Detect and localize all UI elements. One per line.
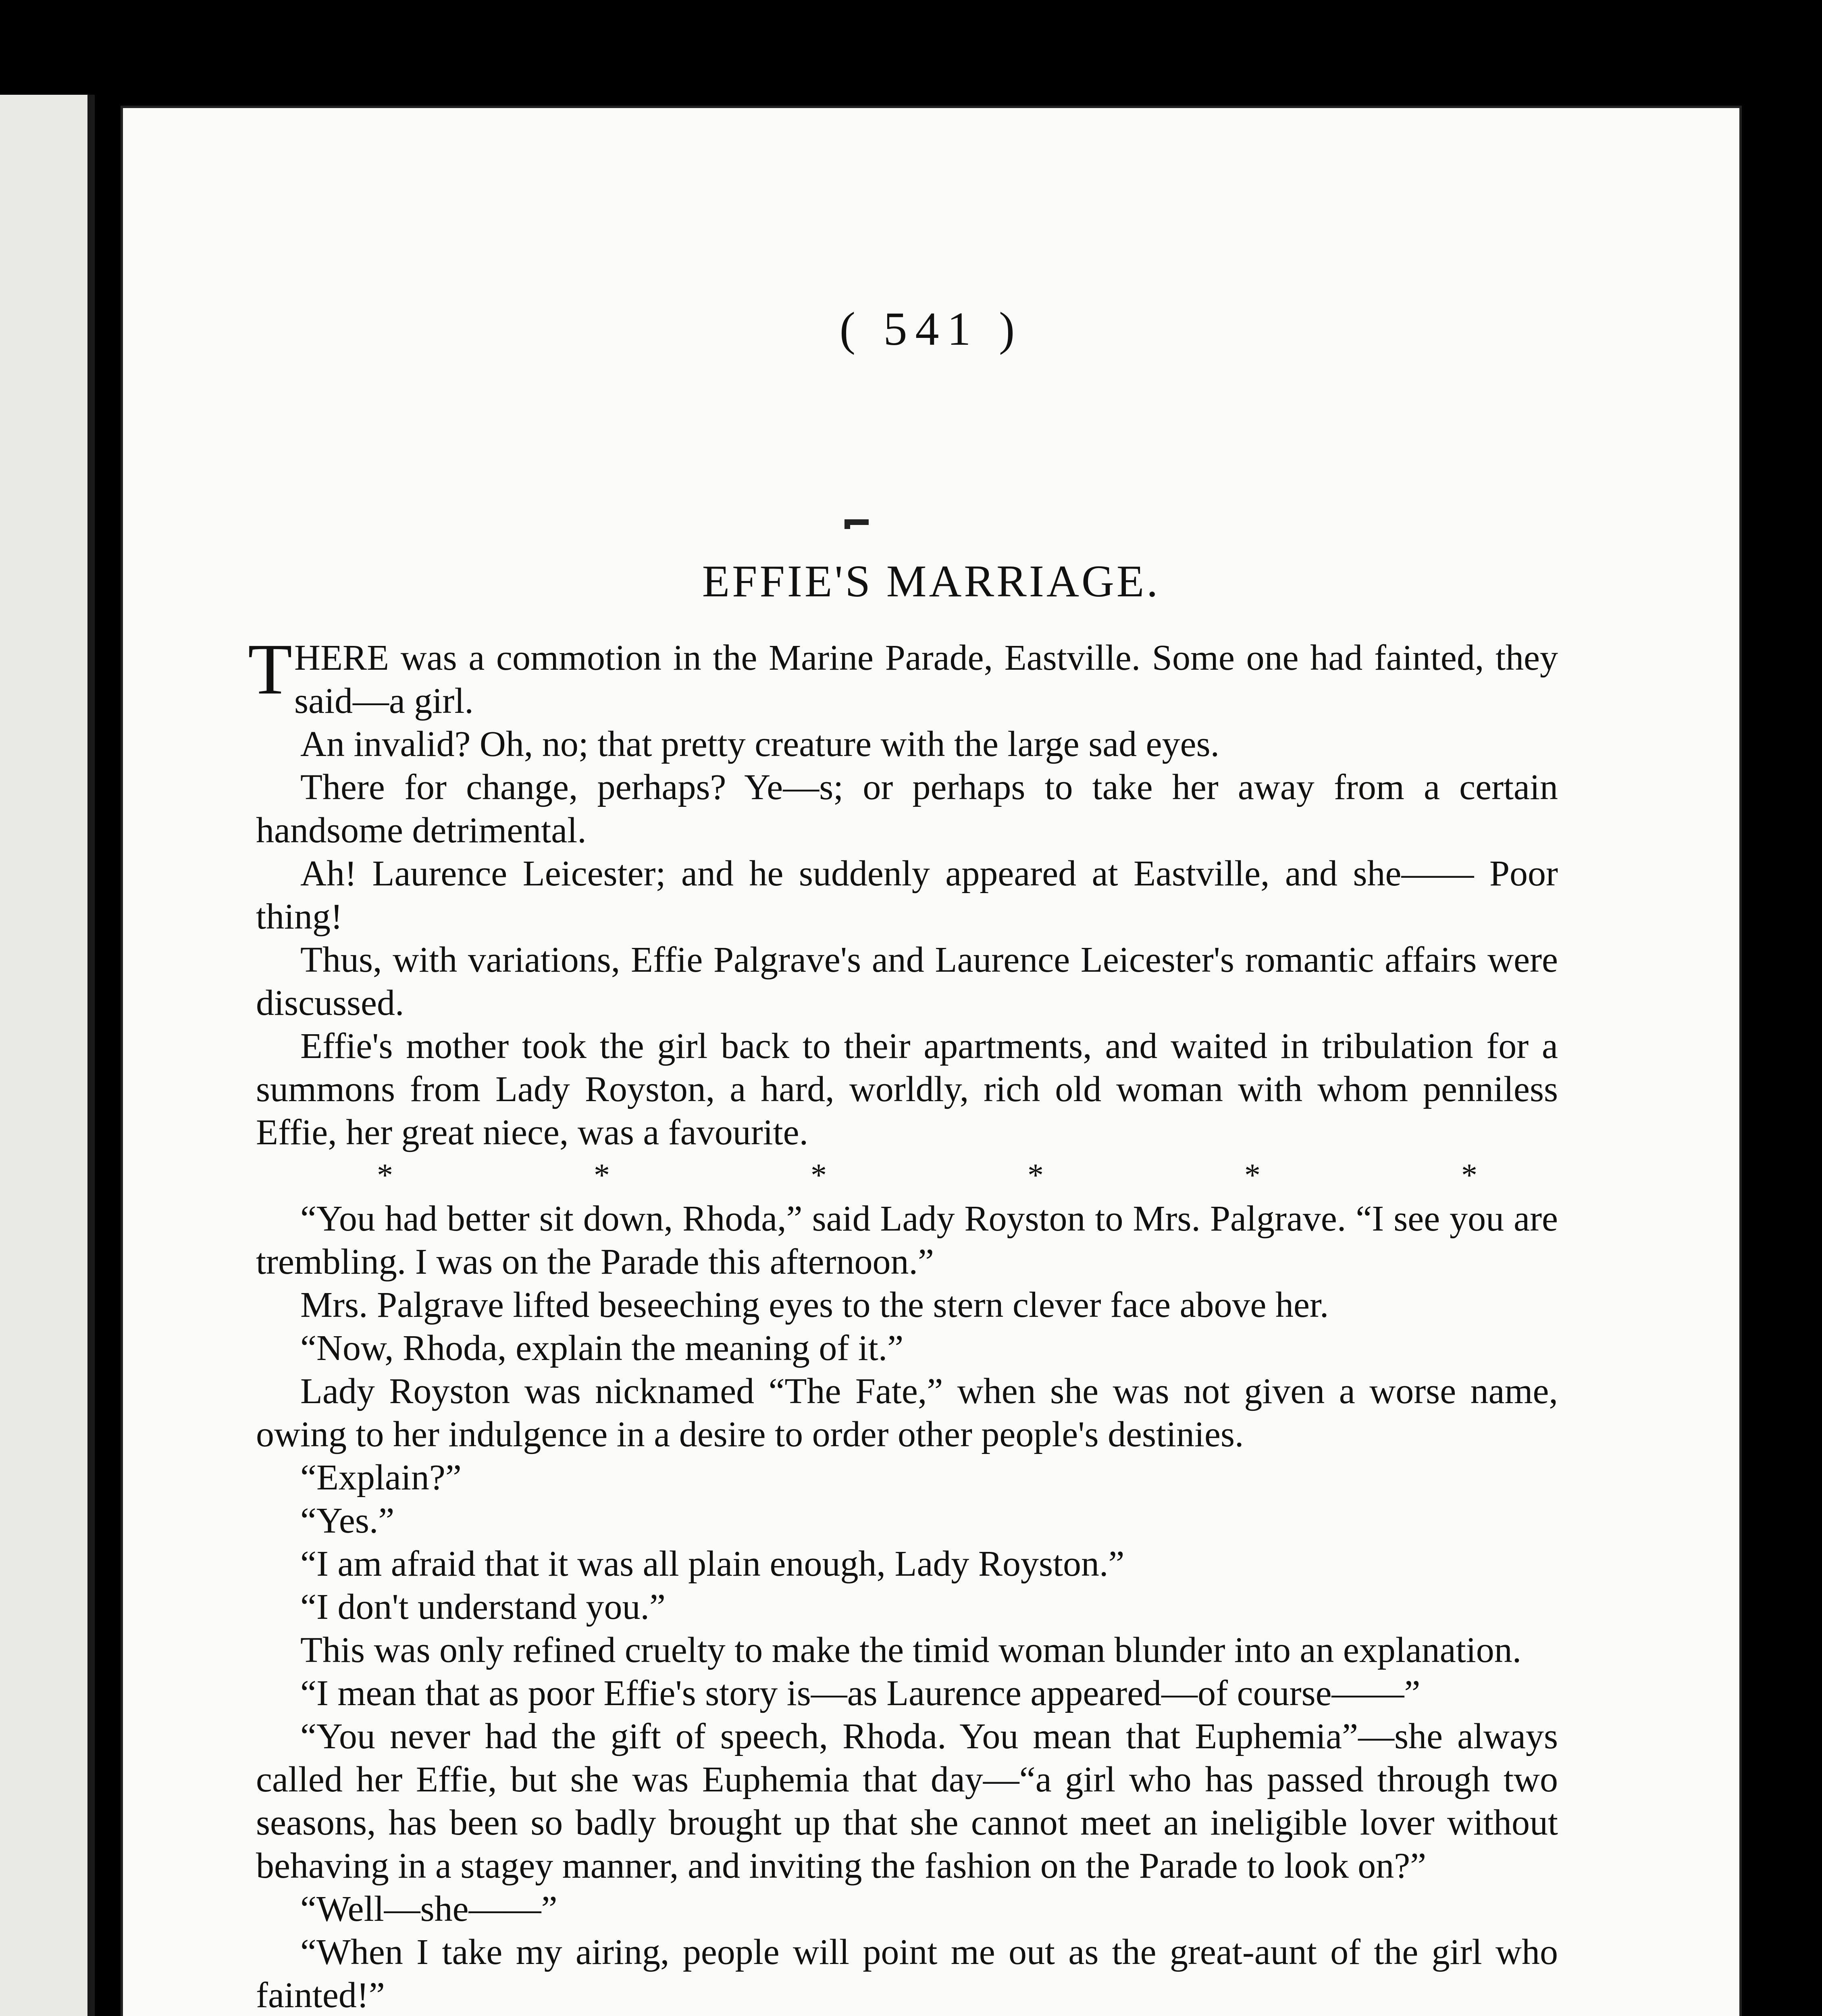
paragraph: “Yes.”	[300, 1501, 395, 1541]
paragraph: “You never had the gift of speech, Rhoda. You mean that Euphemia”—she always called her Effie, but she was Euphemia that day—“a girl who has passed through two seasons, has been so badly brought up that she cannot meet an ineligible lover without behaving in a stagey manner, and inviting the fashion on the Parade to look on?”	[256, 1716, 1558, 1886]
paragraph: Effie's mother took the girl back to their apartments, and waited in tribulation for a summons from Lady Royston, a hard, worldly, rich old woman with whom penniless Effie, her great niece, was a favourite.	[256, 1026, 1558, 1152]
ornament-mark	[844, 519, 869, 529]
paragraph: “Now, Rhoda, explain the meaning of it.”	[300, 1328, 904, 1368]
paragraph: “I mean that as poor Effie's story is—as Laurence appeared—of course——”	[300, 1673, 1421, 1713]
separator-asterisk: *	[1027, 1158, 1044, 1193]
paragraph: An invalid? Oh, no; that pretty creature with the large sad eyes.	[300, 724, 1220, 764]
paragraph: There for change, perhaps? Ye—s; or perhaps to take her away from a certain handsome detrimental.	[256, 767, 1558, 850]
paragraph: Mrs. Palgrave lifted beseeching eyes to the stern clever face above her.	[300, 1285, 1329, 1325]
separator-asterisk: *	[594, 1158, 610, 1193]
paragraph: “I don't understand you.”	[300, 1587, 666, 1627]
paragraph: “Explain?”	[300, 1458, 462, 1497]
separator-asterisk: *	[1244, 1158, 1260, 1193]
paragraph: Lady Royston was nicknamed “The Fate,” when she was not given a worse name, owing to her indulgence in a desire to order other people's destinies.	[256, 1371, 1558, 1454]
paragraph: This was only refined cruelty to make the timid woman blunder into an explanation.	[300, 1630, 1522, 1670]
paragraph: Ah! Laurence Leicester; and he suddenly appeared at Eastville, and she—— Poor thing!	[256, 854, 1558, 937]
paragraph: “When I take my airing, people will point me out as the great-aunt of the girl who fainted!”	[256, 1932, 1558, 2015]
separator-asterisk: *	[811, 1158, 827, 1193]
drop-cap: T	[248, 629, 292, 709]
section-separator	[256, 1154, 1558, 1197]
paragraph: Thus, with variations, Effie Palgrave's and Laurence Leicester's romantic affairs were discussed.	[256, 940, 1558, 1023]
paragraph-text: HERE was a commotion in the Marine Parade, Eastville. Some one had fainted, they said—a girl.	[294, 638, 1558, 721]
page-number: ( 541 )	[839, 302, 1023, 355]
paragraph: “You had better sit down, Rhoda,” said Lady Royston to Mrs. Palgrave. “I see you are trembling. I was on the Parade this afternoon.”	[256, 1199, 1558, 1282]
story-body	[248, 629, 1558, 2016]
paragraph: “I am afraid that it was all plain enough, Lady Royston.”	[300, 1544, 1125, 1584]
separator-asterisk: *	[1461, 1158, 1477, 1193]
story-title: EFFIE'S MARRIAGE.	[702, 556, 1161, 606]
separator-asterisk: *	[377, 1158, 393, 1193]
opening-paragraph	[248, 629, 1558, 723]
previous-page-edge	[0, 95, 95, 2016]
paragraph: “Well—she——”	[300, 1889, 557, 1929]
book-page	[123, 108, 1739, 2016]
